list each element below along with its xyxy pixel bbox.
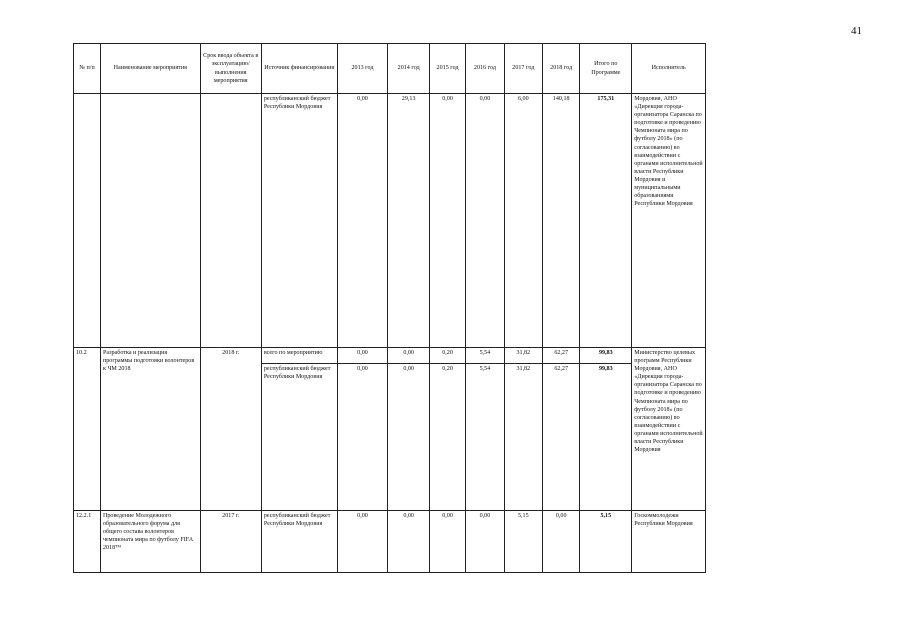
header-executor: Исполнитель bbox=[632, 44, 706, 94]
row-num: 10.2 bbox=[74, 348, 101, 511]
row-2015: 0,00 bbox=[429, 94, 465, 348]
row-2013: 0,00 bbox=[337, 348, 388, 364]
table-row bbox=[74, 94, 706, 348]
row-source: всего по мероприятию bbox=[261, 348, 337, 364]
row-2014: 0,00 bbox=[388, 364, 430, 511]
row-2014: 0,00 bbox=[388, 348, 430, 364]
program-table bbox=[73, 43, 706, 573]
page-number: 41 bbox=[851, 25, 862, 37]
row-2016: 0,00 bbox=[466, 94, 504, 348]
row-deadline: 2018 г. bbox=[200, 348, 261, 511]
header-2013: 2013 год bbox=[337, 44, 388, 94]
row-2018: 62,27 bbox=[543, 364, 580, 511]
row-deadline bbox=[200, 94, 261, 348]
row-2017: 5,15 bbox=[504, 511, 542, 573]
header-2018: 2018 год bbox=[543, 44, 580, 94]
row-executor: Госкоммолодежи Республики Мордовия bbox=[632, 511, 706, 573]
row-2013: 0,00 bbox=[337, 511, 388, 573]
row-2015: 0,00 bbox=[429, 511, 465, 573]
row-2017: 31,82 bbox=[504, 348, 542, 364]
table-row bbox=[74, 511, 706, 573]
row-total: 175,31 bbox=[580, 94, 632, 348]
row-2013: 0,00 bbox=[337, 94, 388, 348]
header-row bbox=[74, 44, 706, 94]
row-name bbox=[100, 94, 200, 348]
row-2018: 62,27 bbox=[543, 348, 580, 364]
row-2016: 0,00 bbox=[466, 511, 504, 573]
header-num: № п/п bbox=[74, 44, 101, 94]
header-2015: 2015 год bbox=[429, 44, 465, 94]
row-total: 99,83 bbox=[580, 348, 632, 364]
row-2017: 31,82 bbox=[504, 364, 542, 511]
header-total: Итого по Программе bbox=[580, 44, 632, 94]
row-2018: 140,18 bbox=[543, 94, 580, 348]
row-num bbox=[74, 94, 101, 348]
row-2013: 0,00 bbox=[337, 364, 388, 511]
row-2016: 5,54 bbox=[466, 364, 504, 511]
row-2017: 6,00 bbox=[504, 94, 542, 348]
row-total: 99,83 bbox=[580, 364, 632, 511]
row-2014: 0,00 bbox=[388, 511, 430, 573]
row-source: республиканский бюджет Республики Мордовия bbox=[261, 94, 337, 348]
header-2014: 2014 год bbox=[388, 44, 430, 94]
row-source: республиканский бюджет Республики Мордовия bbox=[261, 364, 337, 511]
header-2017: 2017 год bbox=[504, 44, 542, 94]
header-source: Источник финансирования bbox=[261, 44, 337, 94]
row-2018: 0,00 bbox=[543, 511, 580, 573]
row-total: 5,15 bbox=[580, 511, 632, 573]
row-name: Проведение Молодежного образовательного форума для общего состава волонтеров чемпионата мира по футболу FIFA 2018™ bbox=[100, 511, 200, 573]
row-2014: 29,13 bbox=[388, 94, 430, 348]
row-deadline: 2017 г. bbox=[200, 511, 261, 573]
row-2015: 0,20 bbox=[429, 364, 465, 511]
row-num: 12.2.1 bbox=[74, 511, 101, 573]
header-name: Наименование мероприятия bbox=[100, 44, 200, 94]
header-deadline: Срок ввода объекта в эксплуатацию/ выполнения мероприятия bbox=[200, 44, 261, 94]
header-2016: 2016 год bbox=[466, 44, 504, 94]
row-2016: 5,54 bbox=[466, 348, 504, 364]
row-executor: Мордовия, АНО «Дирекция города-организатора Саранска по подготовке и проведению Чемпионата мира по футболу 2018» (по согласованию) во взаимодействии с органами исполнительной власти Республики Мордовия и муниципальными образованиями Республики Мордовия bbox=[632, 94, 706, 348]
row-2015: 0,20 bbox=[429, 348, 465, 364]
table-row bbox=[74, 348, 706, 364]
row-executor: Министерство целевых программ Республики Мордовия, АНО «Дирекция города-организатора Саранска по подготовке и проведению Чемпионата мира по футболу 2018» (по согласованию) во взаимодействии с органами исполнительной власти Республики Мордовия bbox=[632, 348, 706, 511]
row-name: Разработка и реализация программы подготовки волонтеров к ЧМ 2018 bbox=[100, 348, 200, 511]
row-source: республиканский бюджет Республики Мордовия bbox=[261, 511, 337, 573]
